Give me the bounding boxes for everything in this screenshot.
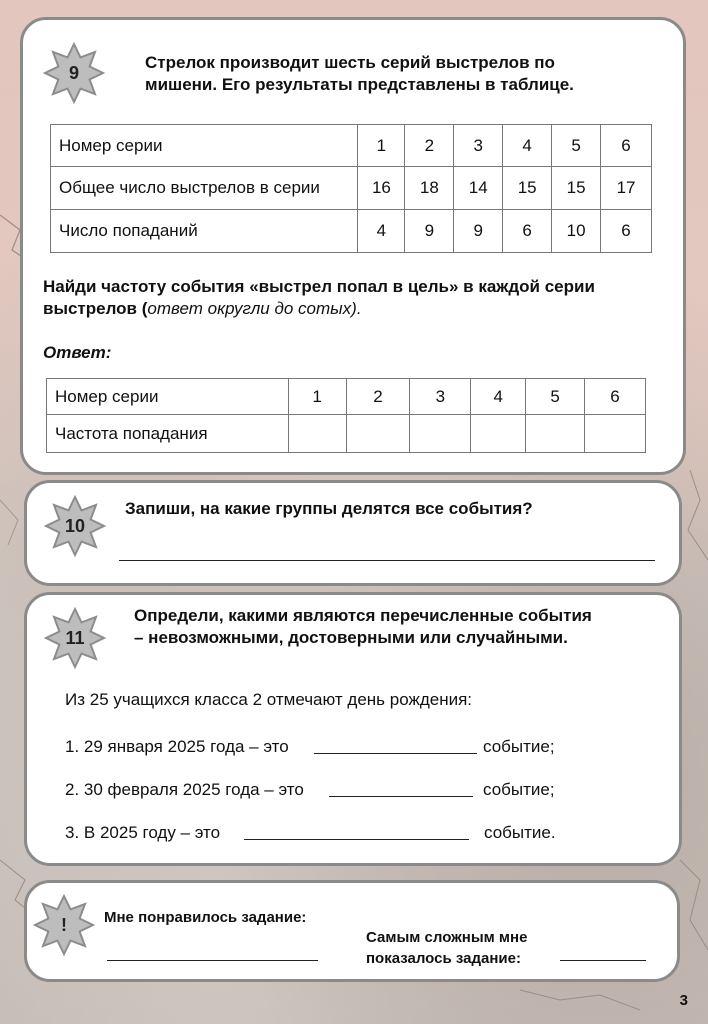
task-11-item-1-prefix: 1. 29 января 2025 года – это	[65, 737, 289, 756]
exclamation-icon: !	[61, 914, 67, 935]
row-header: Номер серии	[47, 379, 289, 415]
table-cell: 4	[503, 125, 552, 167]
task-11-text-line-1: Определи, какими являются перечисленные события	[134, 606, 592, 625]
table-cell: 4	[358, 210, 405, 253]
table-cell: 2	[346, 379, 410, 415]
feedback-hardest-line-1: Самым сложным мне	[366, 929, 528, 946]
task-9-prompt-italic: ответ округли до сотых).	[147, 299, 362, 318]
task-10-text: Запиши, на какие группы делятся все события?	[125, 499, 533, 518]
table-cell: 18	[405, 167, 454, 210]
table-cell: 1	[288, 379, 346, 415]
answer-input-cell[interactable]	[288, 415, 346, 453]
answer-label: Ответ:	[43, 343, 112, 362]
table-cell: 6	[503, 210, 552, 253]
table-row	[51, 125, 652, 167]
feedback-liked-label: Мне понравилось задание:	[104, 909, 307, 926]
task-11-number: 11	[65, 627, 85, 648]
task-11-item-2-prefix: 2. 30 февраля 2025 года – это	[65, 780, 304, 799]
task-10-number: 10	[64, 515, 86, 536]
answer-input-cell[interactable]	[346, 415, 410, 453]
table-cell: 5	[526, 379, 585, 415]
table-cell: 6	[585, 379, 646, 415]
table-cell: 6	[601, 210, 652, 253]
task-11-item-1-suffix: событие;	[483, 737, 555, 756]
table-row	[47, 379, 646, 415]
row-header: Общее число выстрелов в серии	[51, 167, 358, 210]
table-cell: 6	[601, 125, 652, 167]
task-11-text-line-2: – невозможными, достоверными или случайными.	[134, 628, 568, 647]
feedback-hardest-line[interactable]	[560, 960, 646, 961]
table-cell: 10	[552, 210, 601, 253]
table-cell: 3	[410, 379, 471, 415]
feedback-hardest-line-2: показалось задание:	[366, 950, 521, 967]
table-cell: 4	[471, 379, 526, 415]
task-9-text-line-1: Стрелок производит шесть серий выстрелов по	[145, 53, 555, 72]
feedback-badge	[32, 893, 96, 957]
task-11-item-3-suffix: событие.	[484, 823, 556, 842]
task-9-number: 9	[68, 62, 79, 83]
task-11-item-2-blank[interactable]	[329, 796, 473, 797]
answer-input-cell[interactable]	[410, 415, 471, 453]
task-9-prompt-line-2	[43, 298, 362, 320]
table-cell: 16	[358, 167, 405, 210]
task-9-prompt-line-1: Найди частоту события «выстрел попал в цель» в каждой серии	[43, 277, 595, 296]
task-10-badge	[43, 494, 107, 558]
row-header: Номер серии	[51, 125, 358, 167]
table-cell: 3	[454, 125, 503, 167]
table-row	[51, 167, 652, 210]
task-9-answer-table	[46, 378, 646, 453]
table-cell: 9	[405, 210, 454, 253]
task-11-intro: Из 25 учащихся класса 2 отмечают день рождения:	[65, 690, 473, 709]
answer-input-cell[interactable]	[471, 415, 526, 453]
table-row	[47, 415, 646, 453]
table-cell: 2	[405, 125, 454, 167]
task-9-text-line-2: мишени. Его результаты представлены в таблице.	[145, 75, 574, 94]
table-cell: 5	[552, 125, 601, 167]
row-header: Число попаданий	[51, 210, 358, 253]
answer-input-cell[interactable]	[585, 415, 646, 453]
task-9-badge	[42, 41, 106, 105]
feedback-liked-line[interactable]	[107, 960, 318, 961]
task-10-answer-line[interactable]	[119, 560, 655, 561]
task-11-badge	[43, 606, 107, 670]
task-11-item-3-prefix: 3. В 2025 году – это	[65, 823, 221, 842]
table-cell: 1	[358, 125, 405, 167]
table-cell: 15	[503, 167, 552, 210]
task-9-prompt-bold: выстрелов (	[43, 299, 148, 318]
table-row	[51, 210, 652, 253]
table-cell: 15	[552, 167, 601, 210]
page-number: 3	[679, 992, 688, 1009]
table-cell: 9	[454, 210, 503, 253]
row-header: Частота попадания	[47, 415, 289, 453]
task-11-item-1-blank[interactable]	[314, 753, 477, 754]
task-11-item-2-suffix: событие;	[483, 780, 555, 799]
answer-input-cell[interactable]	[526, 415, 585, 453]
table-cell: 14	[454, 167, 503, 210]
task-11-item-3-blank[interactable]	[244, 839, 469, 840]
table-cell: 17	[601, 167, 652, 210]
task-9-data-table	[50, 124, 652, 253]
task-10-card	[24, 480, 682, 586]
feedback-card	[24, 880, 680, 982]
